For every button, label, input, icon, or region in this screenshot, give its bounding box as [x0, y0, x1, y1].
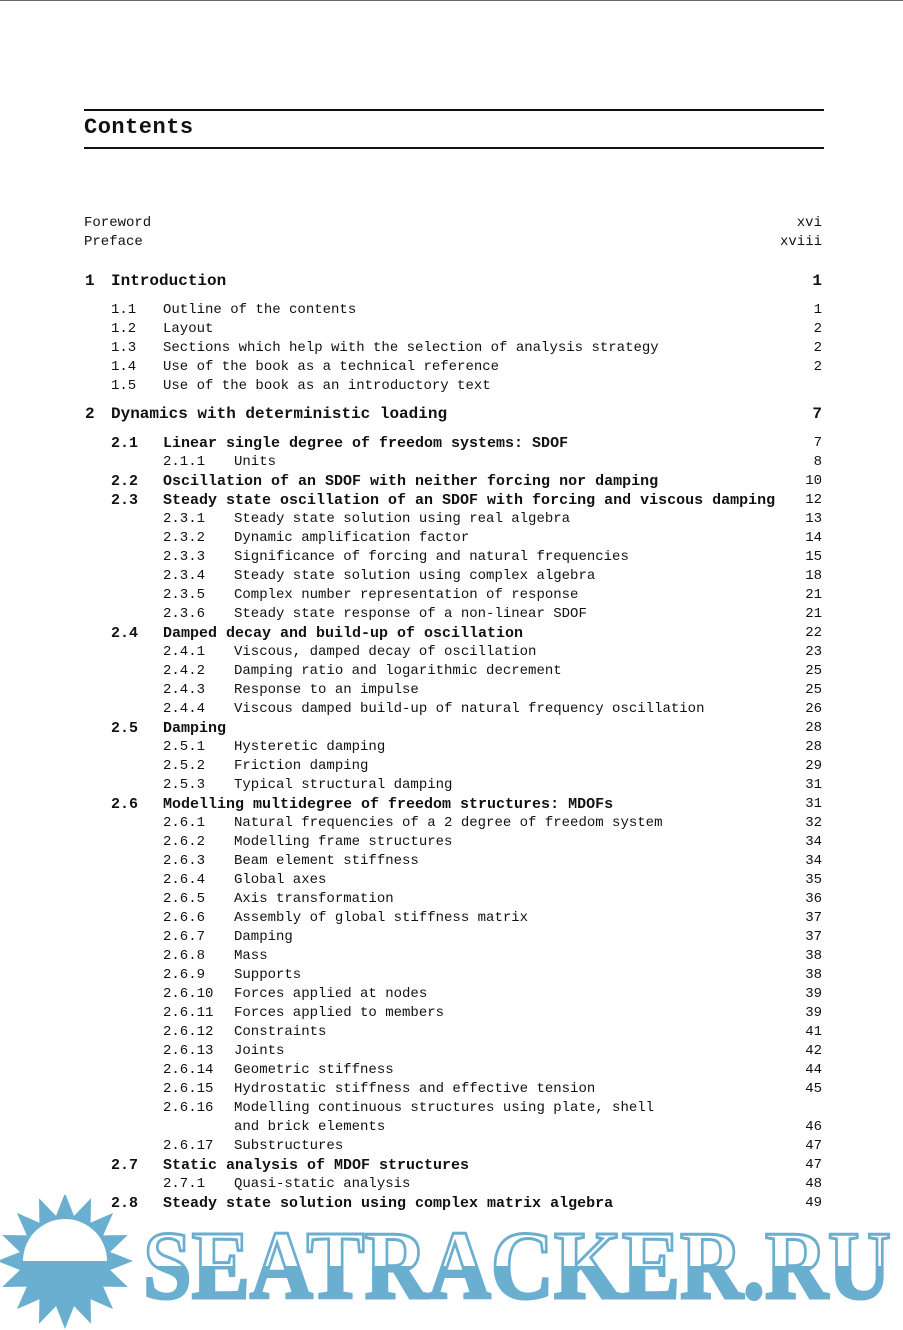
entry-number: 1.2	[111, 321, 137, 337]
toc-entry[interactable]	[0, 1175, 903, 1194]
entry-title: and brick elements	[234, 1119, 386, 1135]
entry-page: 31	[805, 796, 822, 812]
entry-title: Complex number representation of response	[234, 587, 579, 603]
watermark-logo	[0, 1195, 903, 1330]
entry-title: Steady state solution using complex algebra	[234, 568, 596, 584]
entry-page: 2	[813, 340, 822, 356]
toc-entry[interactable]	[0, 662, 903, 681]
entry-number: 1.5	[111, 378, 137, 394]
entry-title: Typical structural damping	[234, 777, 453, 793]
entry-title: Hysteretic damping	[234, 739, 386, 755]
entry-number: 2.6.17	[163, 1138, 214, 1154]
toc-entry[interactable]	[0, 890, 903, 909]
entry-page: 34	[805, 853, 822, 869]
toc-entry[interactable]	[0, 643, 903, 662]
toc-entry[interactable]	[0, 852, 903, 871]
entry-number: 2.4.3	[163, 682, 206, 698]
toc-entry[interactable]	[0, 567, 903, 586]
toc-entry[interactable]	[0, 928, 903, 947]
entry-page: 23	[805, 644, 822, 660]
entry-title: Hydrostatic stiffness and effective tension	[234, 1081, 596, 1097]
toc-entry[interactable]	[0, 985, 903, 1004]
toc-entry[interactable]	[0, 738, 903, 757]
entry-title: Forces applied at nodes	[234, 986, 428, 1002]
entry-page: 49	[805, 1195, 822, 1211]
entry-title: Foreword	[84, 215, 152, 231]
entry-number: 1.4	[111, 359, 137, 375]
entry-title: Use of the book as an introductory text	[163, 378, 491, 394]
toc-entry[interactable]	[0, 1156, 903, 1175]
entry-page: 29	[805, 758, 822, 774]
entry-title: Modelling continuous structures using plate, shell	[234, 1100, 655, 1116]
entry-page: 8	[813, 454, 822, 470]
chapter-title: Introduction	[111, 272, 227, 290]
toc-entry[interactable]	[0, 757, 903, 776]
entry-page: 1	[813, 302, 822, 318]
entry-page: 21	[805, 587, 822, 603]
svg-text:SEATRACKER.RU: SEATRACKER.RU	[143, 1212, 891, 1320]
toc-entry[interactable]	[0, 510, 903, 529]
toc-entry[interactable]	[0, 909, 903, 928]
toc-entry[interactable]	[0, 947, 903, 966]
entry-number: 2.3.2	[163, 530, 206, 546]
entry-page: 46	[805, 1119, 822, 1135]
toc-entry[interactable]	[0, 586, 903, 605]
entry-number: 2.6.1	[163, 815, 206, 831]
toc-entry[interactable]	[0, 624, 903, 643]
chapter-title: Dynamics with deterministic loading	[111, 405, 448, 423]
entry-title: Static analysis of MDOF structures	[163, 1157, 470, 1174]
toc-entry[interactable]	[0, 833, 903, 852]
toc-entry[interactable]	[0, 301, 903, 320]
entry-number: 2.4.2	[163, 663, 206, 679]
entry-number: 2.1	[111, 435, 139, 452]
entry-number: 2.6.4	[163, 872, 206, 888]
entry-title: Preface	[84, 234, 143, 250]
header-rule-top	[84, 109, 824, 111]
entry-number: 2.8	[111, 1195, 139, 1212]
entry-number: 2.7	[111, 1157, 139, 1174]
entry-page: 41	[805, 1024, 822, 1040]
entry-number: 2.6.9	[163, 967, 206, 983]
entry-page: 37	[805, 910, 822, 926]
entry-number: 2.5.2	[163, 758, 206, 774]
entry-title: Viscous, damped decay of oscillation	[234, 644, 537, 660]
toc-entry[interactable]	[0, 491, 903, 510]
entry-title: Steady state response of a non-linear SDOF	[234, 606, 587, 622]
entry-title: Steady state solution using complex matrix algebra	[163, 1195, 614, 1212]
entry-page: xviii	[779, 234, 822, 250]
entry-title: Damping	[163, 720, 227, 737]
entry-number: 2.5.3	[163, 777, 206, 793]
toc-front-matter-entry[interactable]	[0, 233, 903, 252]
toc-entry[interactable]	[0, 358, 903, 377]
toc-entry[interactable]	[0, 700, 903, 719]
entry-number: 2.6.2	[163, 834, 206, 850]
entry-title: Forces applied to members	[234, 1005, 445, 1021]
entry-page: 34	[805, 834, 822, 850]
entry-page: 22	[805, 625, 822, 641]
entry-number: 2.5.1	[163, 739, 206, 755]
entry-number: 2.6.12	[163, 1024, 214, 1040]
entry-number: 2.4.4	[163, 701, 206, 717]
toc-entry[interactable]	[0, 1137, 903, 1156]
entry-number: 2.3.4	[163, 568, 206, 584]
entry-title: Steady state solution using real algebra	[234, 511, 571, 527]
toc-entry[interactable]	[0, 719, 903, 738]
entry-page: 2	[813, 321, 822, 337]
entry-title: Joints	[234, 1043, 285, 1059]
entry-title: Units	[234, 454, 277, 470]
toc-entry[interactable]	[0, 548, 903, 567]
entry-number: 2.6.5	[163, 891, 206, 907]
entry-page: 32	[805, 815, 822, 831]
entry-number: 2.1.1	[163, 454, 206, 470]
toc-entry[interactable]	[0, 605, 903, 624]
entry-title: Oscillation of an SDOF with neither forcing nor damping	[163, 473, 659, 490]
entry-number: 2.6.14	[163, 1062, 214, 1078]
entry-title: Significance of forcing and natural frequencies	[234, 549, 629, 565]
entry-title: Modelling multidegree of freedom structures: MDOFs	[163, 796, 614, 813]
entry-number: 2.6.7	[163, 929, 206, 945]
toc-entry[interactable]	[0, 1042, 903, 1061]
entry-title: Mass	[234, 948, 268, 964]
entry-page: 39	[805, 986, 822, 1002]
toc-entry[interactable]	[0, 776, 903, 795]
entry-number: 2.6.6	[163, 910, 206, 926]
entry-number: 2.6.15	[163, 1081, 214, 1097]
toc-entry[interactable]	[0, 377, 903, 396]
toc-entry[interactable]	[0, 1099, 903, 1118]
entry-title: Use of the book as a technical reference	[163, 359, 500, 375]
entry-page: 25	[805, 682, 822, 698]
entry-page: 48	[805, 1176, 822, 1192]
entry-page: 38	[805, 967, 822, 983]
sun-icon	[0, 1195, 133, 1329]
entry-page: 37	[805, 929, 822, 945]
entry-number: 2.3.3	[163, 549, 206, 565]
entry-page: 42	[805, 1043, 822, 1059]
entry-title: Axis transformation	[234, 891, 394, 907]
entry-page: 44	[805, 1062, 822, 1078]
toc-entry[interactable]	[0, 1080, 903, 1099]
entry-number: 2.6.8	[163, 948, 206, 964]
toc-entry-continuation[interactable]	[0, 1118, 903, 1137]
entry-number: 2.3.5	[163, 587, 206, 603]
entry-page: 28	[805, 739, 822, 755]
entry-number: 2.6.16	[163, 1100, 214, 1116]
entry-page: 1	[812, 272, 822, 290]
entry-page: 7	[813, 435, 822, 451]
toc-entry[interactable]	[0, 1061, 903, 1080]
entry-page: 10	[805, 473, 822, 489]
entry-page: 38	[805, 948, 822, 964]
toc-entry[interactable]	[0, 681, 903, 700]
entry-title: Linear single degree of freedom systems: SDOF	[163, 435, 569, 452]
toc-chapter-heading[interactable]	[0, 405, 903, 424]
table-of-contents	[0, 214, 903, 1213]
toc-entry[interactable]	[0, 814, 903, 833]
entry-page: 26	[805, 701, 822, 717]
toc-entry[interactable]	[0, 339, 903, 358]
entry-title: Constraints	[234, 1024, 327, 1040]
entry-title: Geometric stiffness	[234, 1062, 394, 1078]
entry-title: Substructures	[234, 1138, 344, 1154]
entry-title: Beam element stiffness	[234, 853, 419, 869]
entry-number: 2.4.1	[163, 644, 206, 660]
toc-chapter-heading[interactable]	[0, 272, 903, 291]
entry-title: Damping ratio and logarithmic decrement	[234, 663, 562, 679]
entry-title: Damping	[234, 929, 293, 945]
toc-entry[interactable]	[0, 320, 903, 339]
entry-title: Viscous damped build-up of natural frequency oscillation	[234, 701, 705, 717]
entry-page: xvi	[796, 215, 822, 231]
toc-entry[interactable]	[0, 795, 903, 814]
chapter-number: 2	[85, 405, 95, 423]
entry-number: 2.6	[111, 796, 139, 813]
entry-page: 39	[805, 1005, 822, 1021]
entry-number: 2.4	[111, 625, 139, 642]
entry-page: 18	[805, 568, 822, 584]
toc-entry[interactable]	[0, 1004, 903, 1023]
entry-title: Quasi-static analysis	[234, 1176, 411, 1192]
entry-title: Sections which help with the selection of analysis strategy	[163, 340, 659, 356]
entry-title: Global axes	[234, 872, 327, 888]
page-title: Contents	[84, 115, 194, 140]
entry-title: Damped decay and build-up of oscillation	[163, 625, 524, 642]
entry-number: 2.6.11	[163, 1005, 214, 1021]
toc-entry[interactable]	[0, 1023, 903, 1042]
entry-number: 2.6.10	[163, 986, 214, 1002]
entry-page: 12	[805, 492, 822, 508]
toc-entry[interactable]	[0, 871, 903, 890]
entry-page: 47	[805, 1138, 822, 1154]
entry-page: 45	[805, 1081, 822, 1097]
entry-page: 21	[805, 606, 822, 622]
toc-entry[interactable]	[0, 472, 903, 491]
entry-number: 2.5	[111, 720, 139, 737]
entry-title: Assembly of global stiffness matrix	[234, 910, 529, 926]
toc-entry[interactable]	[0, 966, 903, 985]
toc-entry[interactable]	[0, 529, 903, 548]
entry-title: Layout	[163, 321, 214, 337]
entry-number: 1.1	[111, 302, 137, 318]
entry-title: Friction damping	[234, 758, 369, 774]
entry-page: 13	[805, 511, 822, 527]
entry-page: 15	[805, 549, 822, 565]
entry-title: Dynamic amplification factor	[234, 530, 470, 546]
entry-number: 2.6.13	[163, 1043, 214, 1059]
top-border	[0, 0, 903, 1]
entry-page: 31	[805, 777, 822, 793]
entry-page: 35	[805, 872, 822, 888]
toc-entry[interactable]	[0, 434, 903, 453]
entry-number: 1.3	[111, 340, 137, 356]
entry-number: 2.3.6	[163, 606, 206, 622]
entry-page: 28	[805, 720, 822, 736]
entry-page: 47	[805, 1157, 822, 1173]
entry-title: Outline of the contents	[163, 302, 357, 318]
entry-title: Natural frequencies of a 2 degree of freedom system	[234, 815, 663, 831]
chapter-number: 1	[85, 272, 95, 290]
entry-page: 36	[805, 891, 822, 907]
entry-number: 2.3	[111, 492, 139, 509]
entry-number: 2.7.1	[163, 1176, 206, 1192]
toc-front-matter-entry[interactable]	[0, 214, 903, 233]
entry-title: Supports	[234, 967, 302, 983]
entry-title: Modelling frame structures	[234, 834, 453, 850]
entry-title: Steady state oscillation of an SDOF with forcing and viscous damping	[163, 492, 776, 509]
entry-page: 25	[805, 663, 822, 679]
entry-title: Response to an impulse	[234, 682, 419, 698]
entry-page: 7	[812, 405, 822, 423]
entry-page: 14	[805, 530, 822, 546]
header-rule-bottom	[84, 147, 824, 149]
toc-entry[interactable]	[0, 453, 903, 472]
entry-page: 2	[813, 359, 822, 375]
entry-number: 2.2	[111, 473, 139, 490]
entry-number: 2.3.1	[163, 511, 206, 527]
entry-number: 2.6.3	[163, 853, 206, 869]
